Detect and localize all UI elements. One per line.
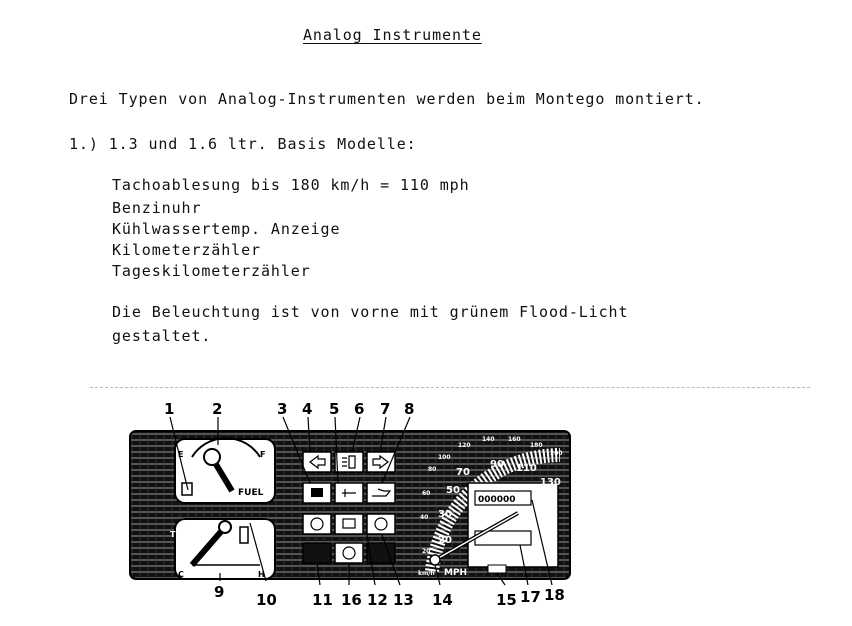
feature-item: Tachoablesung bis 180 km/h = 110 mph — [112, 176, 470, 194]
instrument-cluster-diagram — [120, 395, 580, 610]
trip-reset-button — [488, 565, 506, 573]
mph-unit-label: MPH — [444, 568, 468, 578]
speedo-kmh-tick: 100 — [438, 454, 451, 461]
callout-number: 18 — [544, 586, 565, 604]
speedo-kmh-tick: 180 — [530, 442, 543, 449]
speedo-mph-tick: 30 — [438, 509, 452, 520]
spare-lamp — [303, 543, 331, 563]
speedo-mph-tick: 110 — [516, 463, 537, 474]
callout-number: 8 — [404, 400, 415, 418]
callout-number: 10 — [256, 591, 277, 609]
callout-number: 15 — [496, 591, 517, 609]
page-title: Analog Instrumente — [303, 26, 482, 44]
fuel-full-label: F — [260, 450, 266, 459]
section-heading: 1.) 1.3 und 1.6 ltr. Basis Modelle: — [69, 135, 417, 153]
callout-number: 9 — [214, 583, 225, 601]
callout-number: 17 — [520, 588, 541, 606]
speedo-mph-tick: 50 — [446, 485, 460, 496]
feature-item: Kilometerzähler — [112, 241, 261, 259]
speedo-kmh-tick: 60 — [422, 490, 431, 497]
odometer-digits: 000000 — [478, 495, 516, 505]
callout-number: 11 — [312, 591, 333, 609]
temp-gauge — [170, 519, 275, 579]
intro-text: Drei Typen von Analog-Instrumenten werden beim Montego montiert. — [69, 90, 705, 108]
callout-number: 4 — [302, 400, 313, 418]
feature-item: Benzinuhr — [112, 199, 202, 217]
callout-number: 1 — [164, 400, 175, 418]
parking-brake-lamp — [303, 514, 331, 534]
speedo-kmh-tick: 140 — [482, 436, 495, 443]
callout-number: 16 — [341, 591, 362, 609]
speedo-mph-tick: 70 — [456, 467, 470, 478]
speedo-kmh-tick: 120 — [458, 442, 471, 449]
callout-number: 3 — [277, 400, 288, 418]
callout-number: 13 — [393, 591, 414, 609]
high-beam-lamp — [335, 543, 363, 563]
feature-item: Tageskilometerzähler — [112, 262, 311, 280]
lighting-note-line: gestaltet. — [112, 327, 212, 345]
callout-number: 6 — [354, 400, 365, 418]
speedo-kmh-tick: 160 — [508, 436, 521, 443]
speedo-kmh-tick: 20 — [422, 548, 431, 555]
callout-number: 14 — [432, 591, 453, 609]
left-indicator-lamp — [303, 452, 331, 472]
battery-icon — [311, 488, 323, 497]
speedo-kmh-tick: 40 — [420, 514, 429, 521]
temp-cold-label: C — [178, 570, 184, 579]
fuel-label: FUEL — [238, 488, 264, 498]
feature-item: Kühlwassertemp. Anzeige — [112, 220, 341, 238]
callout-number: 7 — [380, 400, 391, 418]
speedo-mph-tick: 90 — [490, 459, 504, 470]
callout-number: 2 — [212, 400, 223, 418]
kmh-unit-label: km/h — [418, 570, 435, 577]
callout-number: 12 — [367, 591, 388, 609]
temp-hot-label: H — [258, 570, 265, 579]
fuel-empty-label: E — [178, 450, 184, 459]
temp-label: TEMP — [170, 530, 195, 539]
speedo-kmh-tick: 80 — [428, 466, 437, 473]
oil-pressure-lamp — [367, 483, 395, 503]
fuel-gauge — [175, 438, 275, 503]
divider — [90, 387, 810, 388]
callout-number: 5 — [329, 400, 340, 418]
brake-warning-lamp — [367, 514, 395, 534]
speedo-mph-tick: 20 — [438, 535, 452, 546]
rear-fog-lamp — [335, 514, 363, 534]
lighting-note-line: Die Beleuchtung ist von vorne mit grünem Flood-Licht — [112, 303, 629, 321]
speedo-kmh-tick: 200 — [550, 450, 563, 457]
speedo-mph-tick: 130 — [540, 477, 561, 488]
